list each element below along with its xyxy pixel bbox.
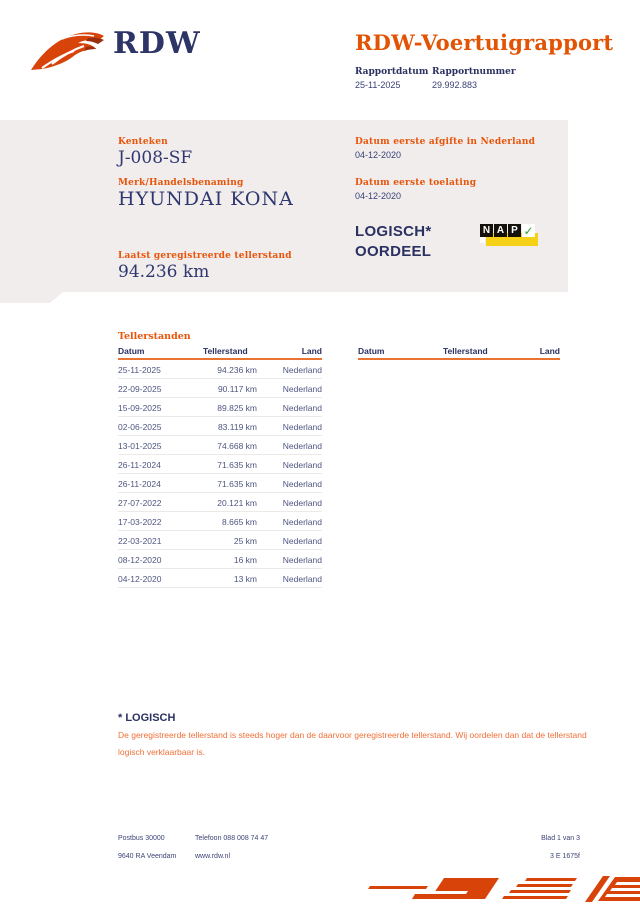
footer-address-line1: Postbus 30000 [118, 835, 165, 842]
first-issue-value: 04-12-2020 [355, 150, 402, 160]
row-country: Nederland [282, 555, 322, 565]
nap-tile-p: P [508, 224, 521, 237]
row-date: 25-11-2025 [118, 365, 161, 375]
table-row [118, 360, 322, 379]
row-value: 71.635 km [217, 460, 257, 470]
footer-doc-code: 3 E 1675f [550, 853, 580, 860]
footer-website: www.rdw.nl [195, 853, 231, 860]
table-row [118, 531, 322, 550]
row-value: 25 km [233, 536, 257, 546]
first-admission-value: 04-12-2020 [355, 191, 402, 201]
row-value: 20.121 km [217, 498, 257, 508]
table-row [118, 569, 322, 588]
footer-speedlines-graphic [360, 872, 640, 905]
row-country: Nederland [282, 365, 322, 375]
row-value: 83.119 km [217, 422, 257, 432]
row-date: 22-03-2021 [118, 536, 162, 546]
nap-logo [480, 224, 538, 248]
kenteken-value: J-008-SF [118, 148, 193, 168]
rdw-wordmark: RDW [113, 26, 201, 61]
report-number-label: Rapportnummer [432, 67, 516, 77]
nap-check-icon: ✓ [523, 224, 534, 238]
row-country: Nederland [282, 498, 322, 508]
merk-value: HYUNDAI KONA [118, 188, 294, 210]
row-date: 08-12-2020 [118, 555, 162, 565]
tellerstanden-title: Tellerstanden [118, 331, 191, 342]
nap-tile-n: N [480, 224, 493, 237]
row-value: 16 km [233, 555, 257, 565]
verdict-line1: LOGISCH* [355, 223, 432, 240]
report-number-value: 29.992.883 [432, 80, 478, 90]
row-country: Nederland [282, 460, 322, 470]
row-value: 71.635 km [217, 479, 257, 489]
table-row [118, 398, 322, 417]
footer-address-line2: 9640 RA Veendam [118, 853, 177, 860]
row-date: 13-01-2025 [118, 441, 162, 451]
col-tellerstand: Tellerstand [443, 346, 488, 356]
vehicle-summary-panel [0, 120, 568, 303]
row-value: 90.117 km [217, 384, 257, 394]
row-value: 13 km [233, 574, 257, 584]
row-value: 8.665 km [222, 517, 257, 527]
explanation-text: De geregistreerde tellerstand is steeds hoger dan de daarvoor geregistreerde tellerstand. Wij oordelen dan dat de tellerstand logisch verklaarbaar is. [118, 730, 587, 757]
row-date: 02-06-2025 [118, 422, 162, 432]
table-row [118, 436, 322, 455]
col-tellerstand: Tellerstand [203, 346, 248, 356]
first-issue-label: Datum eerste afgifte in Nederland [355, 137, 536, 147]
table-row [118, 474, 322, 493]
row-value: 74.668 km [217, 441, 257, 451]
first-admission-label: Datum eerste toelating [355, 178, 477, 188]
row-date: 04-12-2020 [118, 574, 162, 584]
col-datum: Datum [358, 346, 385, 356]
col-land: Land [301, 346, 322, 356]
table-row [118, 493, 322, 512]
report-meta [355, 67, 516, 90]
row-country: Nederland [282, 517, 322, 527]
explanation-title: * LOGISCH [118, 712, 176, 724]
row-country: Nederland [282, 422, 322, 432]
merk-label: Merk/Handelsbenaming [118, 178, 244, 188]
row-country: Nederland [282, 403, 322, 413]
row-country: Nederland [282, 384, 322, 394]
row-value: 89.825 km [217, 403, 257, 413]
table-row [118, 417, 322, 436]
table-row [118, 550, 322, 569]
verdict-text [355, 222, 432, 262]
row-value: 94.236 km [217, 365, 257, 375]
row-country: Nederland [282, 574, 322, 584]
mileage-label: Laatst geregistreerde tellerstand [118, 251, 292, 261]
table-row [118, 512, 322, 531]
rdw-wing-logo-icon [28, 24, 108, 76]
report-title: RDW-Voertuigrapport [355, 30, 614, 55]
tellerstanden-table-right [358, 346, 560, 360]
row-date: 15-09-2025 [118, 403, 162, 413]
kenteken-label: Kenteken [118, 137, 168, 147]
footer-phone: Telefoon 088 008 74 47 [195, 835, 269, 842]
report-date-value: 25-11-2025 [355, 80, 401, 90]
row-date: 17-03-2022 [118, 517, 162, 527]
row-date: 26-11-2024 [118, 479, 161, 489]
table-header [358, 346, 560, 360]
nap-tile-a: A [494, 224, 507, 237]
row-country: Nederland [282, 536, 322, 546]
row-date: 27-07-2022 [118, 498, 162, 508]
verdict-line2: OORDEEL [355, 243, 432, 260]
table-row [118, 455, 322, 474]
nap-corner [480, 237, 485, 243]
row-country: Nederland [282, 479, 322, 489]
mileage-value: 94.236 km [118, 262, 210, 282]
footer-page-number: Blad 1 van 3 [541, 835, 580, 842]
col-datum: Datum [118, 346, 145, 356]
report-date-label: Rapportdatum [355, 67, 429, 77]
row-date: 26-11-2024 [118, 460, 161, 470]
row-date: 22-09-2025 [118, 384, 162, 394]
table-header [118, 346, 322, 360]
table-row [118, 379, 322, 398]
tellerstanden-table-left [118, 346, 322, 588]
row-country: Nederland [282, 441, 322, 451]
col-land: Land [539, 346, 560, 356]
